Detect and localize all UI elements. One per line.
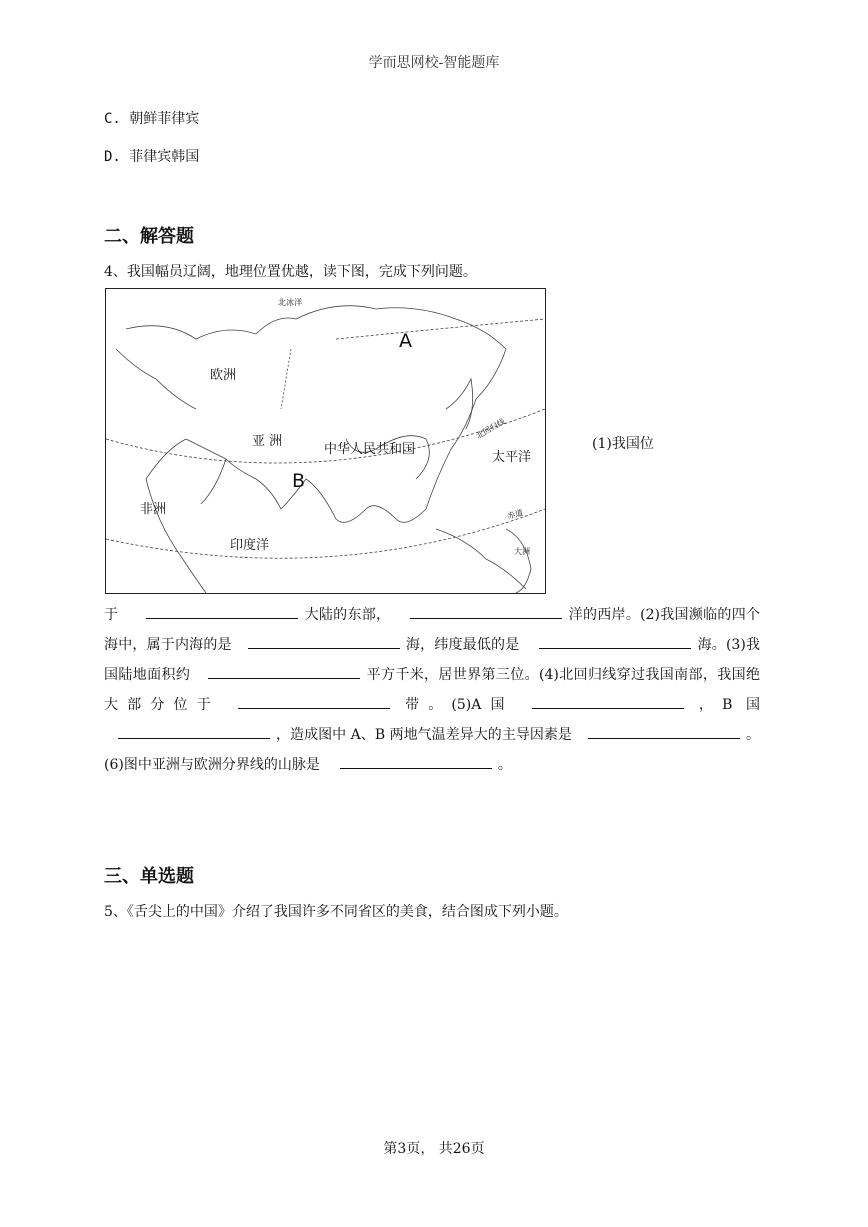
ural-mountains: [281, 349, 291, 409]
q4-text-3: 洋的西岸。(2)我国濒临的四个海中，属于内海的是: [104, 607, 761, 653]
map-label-europe: 欧洲: [210, 368, 237, 383]
asia-map-figure: [105, 288, 546, 594]
blank-dominant-factor[interactable]: [588, 724, 740, 739]
blank-inland-sea[interactable]: [248, 634, 400, 649]
equator-line: [106, 509, 545, 558]
eurasia-outline: [126, 306, 506, 523]
map-label-equator: 赤道: [506, 508, 524, 521]
q4-text-4: 海，纬度最低的是: [405, 637, 520, 653]
q4-text-7: 带。(5)A国: [395, 697, 514, 713]
section-title-single-choice: 三、单选题: [104, 866, 194, 887]
q4-text-6: 平方千米，居世界第三位。(4)北回归线穿过我国南部，我国绝大部分位于: [104, 667, 760, 713]
q4-text-2: 大陆的东部，: [304, 607, 391, 623]
asia-map-svg: [106, 289, 545, 593]
q4-text-11: 。: [497, 757, 512, 773]
section-title-answer: 二、解答题: [104, 226, 194, 247]
question-5-stem: 5、《舌尖上的中国》介绍了我国许多不同省区的美食，结合图成下列小题。: [104, 904, 568, 920]
map-label-tropic: 北回归线: [474, 416, 507, 441]
blank-temperature-zone[interactable]: [238, 694, 390, 709]
map-label-indian: 印度洋: [230, 538, 270, 553]
blank-area[interactable]: [208, 664, 360, 679]
map-label-africa: 非洲: [140, 502, 167, 517]
question-4-body: [104, 600, 760, 780]
map-label-oceania: 大洲: [514, 547, 530, 556]
blank-country-b[interactable]: [118, 724, 270, 739]
q4-text-8: ，B 国: [689, 697, 760, 713]
question-4-stem: 4、我国幅员辽阔，地理位置优越，读下图，完成下列问题。: [104, 264, 477, 280]
option-d: D. 菲律宾韩国: [104, 149, 200, 165]
europe-inner: [116, 349, 196, 409]
arabia-outline: [201, 459, 226, 504]
map-label-a: A: [399, 330, 412, 352]
blank-ocean[interactable]: [410, 604, 562, 619]
q4-text-10: 。(6)图中亚洲与欧洲分界线的山脉是: [104, 727, 760, 773]
question-4-part1-lead: (1)我国位: [592, 436, 654, 452]
indonesia-outline: [436, 529, 526, 589]
q4-text-5: 海。(3)我国陆地面积约: [104, 637, 760, 683]
blank-country-a[interactable]: [532, 694, 684, 709]
japan-outline: [446, 379, 473, 429]
map-label-pacific: 太平洋: [492, 450, 532, 465]
blank-lowest-latitude-sea[interactable]: [539, 634, 691, 649]
page-footer: 第3页， 共26页: [383, 1141, 485, 1157]
map-label-asia: 亚 洲: [252, 434, 283, 449]
option-c: C. 朝鲜菲律宾: [104, 111, 200, 127]
map-label-china: 中华人民共和国: [324, 442, 416, 457]
arctic-circle-line: [336, 319, 545, 339]
blank-continent[interactable]: [146, 604, 298, 619]
page-header: 学而思网校-智能题库: [368, 55, 500, 71]
map-label-b: B: [292, 470, 306, 492]
blank-mountain-range[interactable]: [340, 754, 492, 769]
map-label-arctic: 北冰洋: [278, 298, 302, 307]
australia-outline: [506, 529, 531, 593]
q4-text-1: 于: [104, 607, 119, 623]
q4-text-9: ，造成图中 A、B 两地气温差异大的主导因素是: [276, 727, 572, 743]
